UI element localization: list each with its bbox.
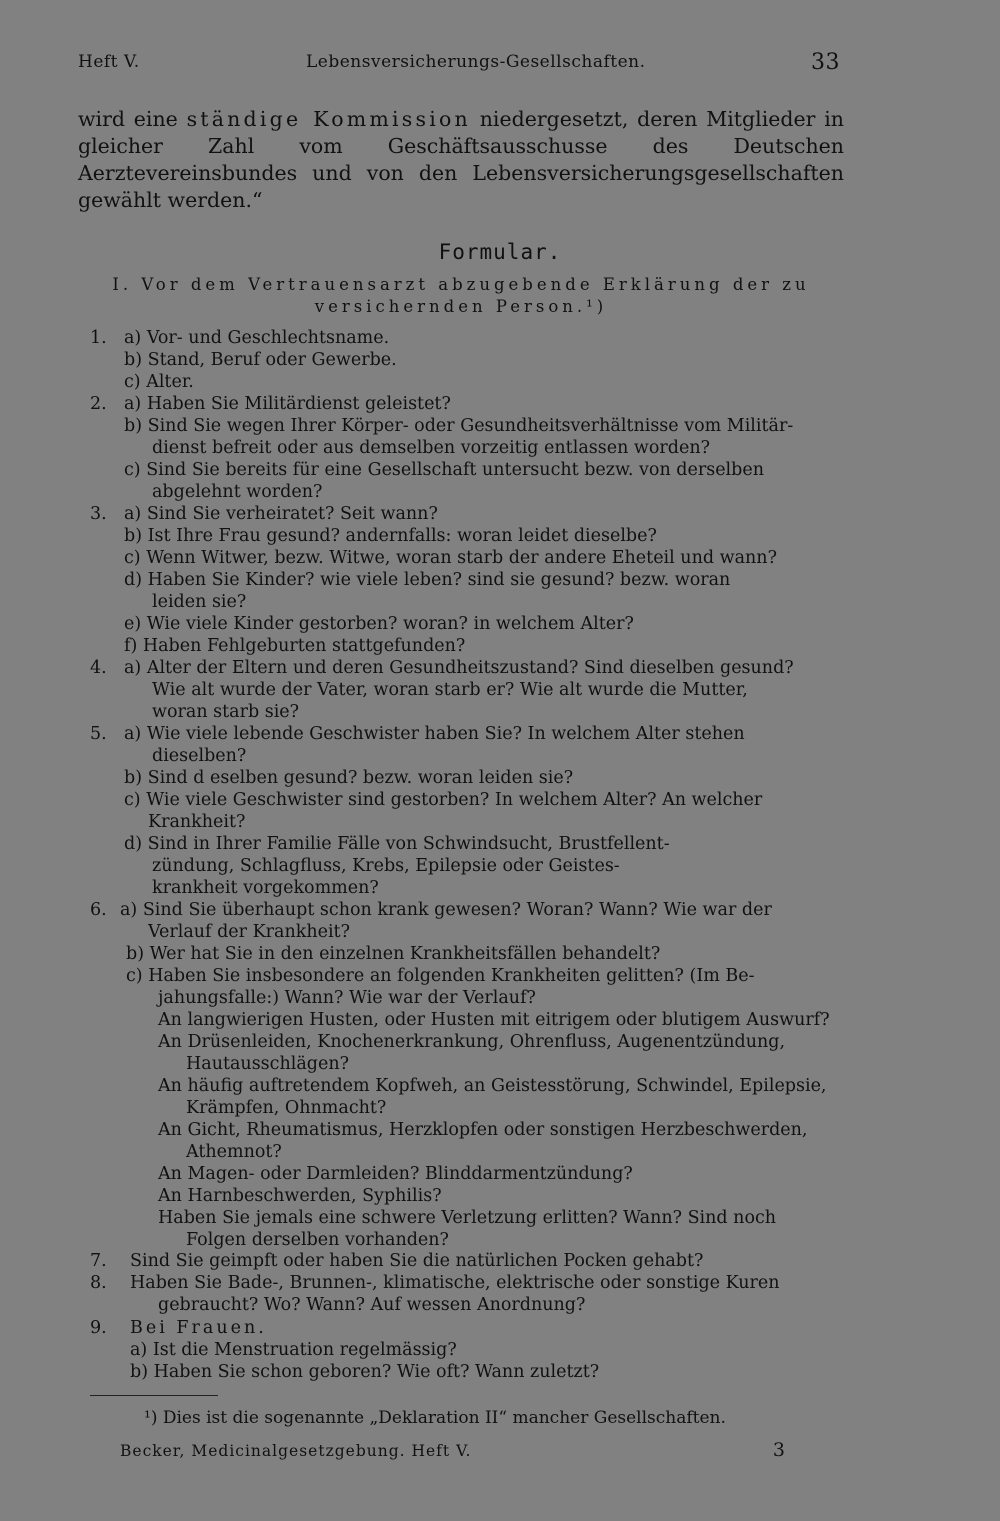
question-line: jahungsfalle:) Wann? Wie war der Verlauf? <box>158 988 536 1008</box>
question-line: leiden sie? <box>152 592 247 612</box>
question-line: c) Sind Sie bereits für eine Gesellschaft untersucht bezw. von derselben <box>124 460 764 480</box>
question-line: c) Wie viele Geschwister sind gestorben? In welchem Alter? An welcher <box>124 790 763 810</box>
question-number: 9. <box>90 1318 107 1338</box>
question-number: 6. <box>90 900 107 920</box>
question-line: abgelehnt worden? <box>152 482 323 502</box>
question-number: 8. <box>90 1273 107 1293</box>
question-line: Sind Sie geimpft oder haben Sie die natürlichen Pocken gehabt? <box>130 1251 704 1271</box>
question-line: c) Wenn Witwer, bezw. Witwe, woran starb der andere Eheteil und wann? <box>124 548 777 568</box>
question-line: Athemnot? <box>186 1142 282 1162</box>
question-line: b) Sind d eselben gesund? bezw. woran leiden sie? <box>124 768 574 788</box>
question-line: An langwierigen Husten, oder Husten mit eitrigem oder blutigem Auswurf? <box>158 1010 830 1030</box>
section-title: I. Vor dem Vertrauensarzt abzugebende Erklärung der zu versichernden Person.¹) <box>112 275 810 316</box>
question-line: a) Vor- und Geschlechtsname. <box>124 328 390 348</box>
footnote-divider <box>90 1395 218 1396</box>
footnote: ¹) Dies ist die sogenannte „Deklaration II“ mancher Gesellschaften. <box>144 1408 726 1428</box>
question-line: krankheit vorgekommen? <box>152 878 379 898</box>
footer-signature: 3 <box>772 1439 785 1461</box>
question-line: zündung, Schlagfluss, Krebs, Epilepsie oder Geistes- <box>152 856 620 876</box>
question-line: An Harnbeschwerden, Syphilis? <box>158 1186 442 1206</box>
question-line: dieselben? <box>152 746 247 766</box>
question-line: Verlauf der Krankheit? <box>148 922 350 942</box>
question-line: Haben Sie Bade-, Brunnen-, klimatische, elektrische oder sonstige Kuren <box>130 1273 780 1293</box>
question-line: e) Wie viele Kinder gestorben? woran? in welchem Alter? <box>124 614 634 634</box>
page-number: 33 <box>811 50 840 75</box>
question-number: 1. <box>90 328 107 348</box>
question-line: f) Haben Fehlgeburten stattgefunden? <box>124 636 466 656</box>
question-line: a) Alter der Eltern und deren Gesundheitszustand? Sind dieselben gesund? <box>124 658 794 678</box>
question-line: Bei Frauen. <box>130 1318 267 1338</box>
running-header <box>78 50 840 80</box>
question-line: d) Sind in Ihrer Familie Fälle von Schwindsucht, Brustfellent- <box>124 834 670 854</box>
question-line: gebraucht? Wo? Wann? Auf wessen Anordnung? <box>158 1295 586 1315</box>
question-number: 2. <box>90 394 107 414</box>
question-line: b) Sind Sie wegen Ihrer Körper- oder Gesundheitsverhältnisse vom Militär- <box>124 416 794 436</box>
question-line: b) Stand, Beruf oder Gewerbe. <box>124 350 397 370</box>
question-line: b) Haben Sie schon geboren? Wie oft? Wann zuletzt? <box>130 1362 600 1382</box>
question-number: 3. <box>90 504 107 524</box>
question-line: c) Haben Sie insbesondere an folgenden Krankheiten gelitten? (Im Be- <box>126 966 755 986</box>
intro-paragraph <box>78 106 844 214</box>
question-line: An Gicht, Rheumatismus, Herzklopfen oder sonstigen Herzbeschwerden, <box>158 1120 808 1140</box>
question-line: woran starb sie? <box>152 702 300 722</box>
formular-title: Formular. <box>438 240 562 264</box>
question-line: Hautausschlägen? <box>186 1054 349 1074</box>
question-number: 4. <box>90 658 107 678</box>
footer-left: Becker, Medicinalgesetzgebung. Heft V. <box>120 1442 472 1460</box>
header-title: Lebensversicherungs-Gesellschaften. <box>306 52 646 72</box>
question-line: a) Sind Sie überhaupt schon krank gewesen? Woran? Wann? Wie war der <box>120 900 772 920</box>
question-line: An Drüsenleiden, Knochenerkrankung, Ohrenfluss, Augenentzündung, <box>158 1032 786 1052</box>
question-line: c) Alter. <box>124 372 194 392</box>
question-line: Krämpfen, Ohnmacht? <box>186 1098 387 1118</box>
question-line: d) Haben Sie Kinder? wie viele leben? sind sie gesund? bezw. woran <box>124 570 731 590</box>
question-line: Haben Sie jemals eine schwere Verletzung erlitten? Wann? Sind noch <box>158 1208 777 1228</box>
question-line: Krankheit? <box>148 812 246 832</box>
question-line: Folgen derselben vorhanden? <box>186 1230 449 1250</box>
question-line: dienst befreit oder aus demselben vorzeitig entlassen worden? <box>152 438 710 458</box>
question-number: 7. <box>90 1251 107 1271</box>
intro-text-spaced: ständige Kommission <box>186 107 471 131</box>
intro-text-a: wird eine <box>78 107 187 131</box>
question-line: a) Wie viele lebende Geschwister haben Sie? In welchem Alter stehen <box>124 724 745 744</box>
question-line: An häufig auftretendem Kopfweh, an Geistesstörung, Schwindel, Epilepsie, <box>158 1076 827 1096</box>
header-left: Heft V. <box>78 52 140 72</box>
question-line: a) Ist die Menstruation regelmässig? <box>130 1340 457 1360</box>
question-line: a) Haben Sie Militärdienst geleistet? <box>124 394 451 414</box>
question-line: Wie alt wurde der Vater, woran starb er? Wie alt wurde die Mutter, <box>152 680 748 700</box>
question-line: b) Wer hat Sie in den einzelnen Krankheitsfällen behandelt? <box>126 944 661 964</box>
question-number: 5. <box>90 724 107 744</box>
question-line: b) Ist Ihre Frau gesund? andernfalls: woran leidet dieselbe? <box>124 526 657 546</box>
question-line: An Magen- oder Darmleiden? Blinddarmentzündung? <box>158 1164 633 1184</box>
question-line: a) Sind Sie verheiratet? Seit wann? <box>124 504 438 524</box>
intro-text-b: niedergesetzt, deren Mitglieder in gleicher Zahl vom Geschäftsausschusse des Deutschen Aerztevereinsbundes und von den Lebensversicherungsgesellschaften gewählt werden.“ <box>78 107 844 212</box>
